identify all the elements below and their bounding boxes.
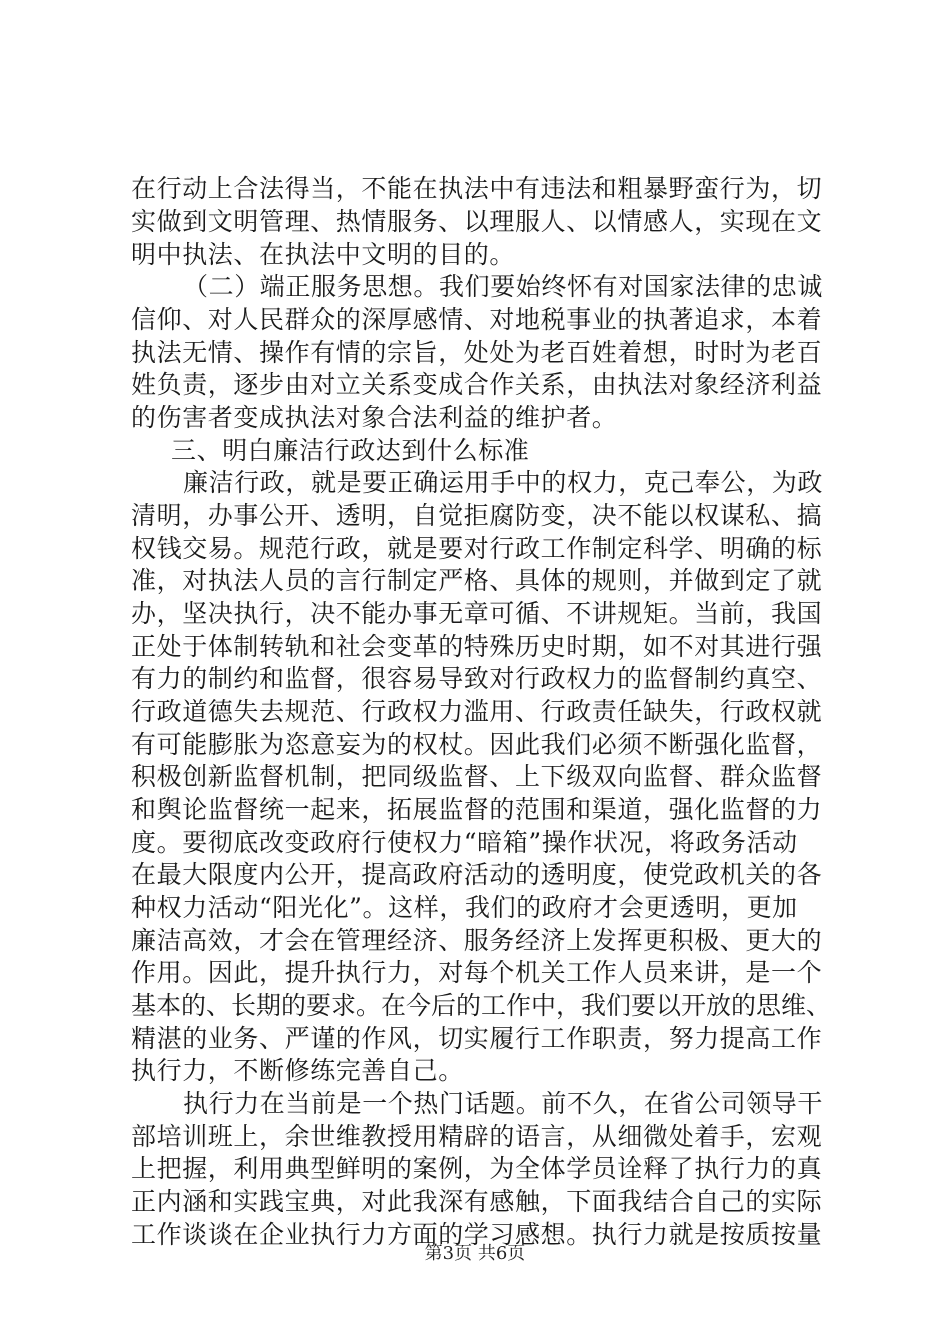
text-line: 精湛的业务、严谨的作风，切实履行工作职责，努力提高工作 [131, 1024, 823, 1053]
page-number-footer: 第3页 共6页 [424, 1243, 526, 1264]
text-line: 的伤害者变成执法对象合法利益的维护者。 [131, 403, 618, 432]
text-line: 有可能膨胀为恣意妄为的权杖。因此我们必须不断强化监督， [131, 730, 823, 759]
paragraph-start: 执行力在当前是一个热门话题。前不久，在省公司领导干 [183, 1089, 824, 1118]
text-line: 信仰、对人民群众的深厚感情、对地税事业的执著追求，本着 [131, 305, 823, 334]
text-line: 实做到文明管理、热情服务、以理服人、以情感人，实现在文 [131, 207, 823, 236]
text-line: 在最大限度内公开，提高政府活动的透明度，使党政机关的各 [131, 860, 823, 889]
text-line: 上把握，利用典型鲜明的案例，为全体学员诠释了执行力的真 [131, 1154, 823, 1183]
text-line: 执行力，不断修练完善自己。 [131, 1056, 464, 1085]
text-line: 正处于体制转轨和社会变革的特殊历史时期，如不对其进行强 [131, 632, 823, 661]
text-line: 办，坚决执行，决不能办事无章可循、不讲规矩。当前，我国 [131, 599, 823, 628]
text-line: 种权力活动“阳光化”。这样，我们的政府才会更透明，更加 [131, 893, 798, 922]
text-line: 和舆论监督统一起来，拓展监督的范围和渠道，强化监督的力 [131, 795, 823, 824]
text-line: 有力的制约和监督，很容易导致对行政权力的监督制约真空、 [131, 664, 823, 693]
paragraph-start: 廉洁行政，就是要正确运用手中的权力，克己奉公，为政 [183, 468, 824, 497]
section-heading-3: 三、明白廉洁行政达到什么标准 [171, 436, 530, 465]
text-line: 权钱交易。规范行政，就是要对行政工作制定科学、明确的标 [131, 534, 823, 563]
text-line: 明中执法、在执法中文明的目的。 [131, 240, 516, 269]
section-heading-2: （二）端正服务思想。我们要始终怀有对国家法律的忠诚 [183, 272, 824, 301]
text-line: 准，对执法人员的言行制定严格、具体的规则，并做到定了就 [131, 566, 823, 595]
text-line: 积极创新监督机制，把同级监督、上下级双向监督、群众监督 [131, 762, 823, 791]
text-line: 执法无情、操作有情的宗旨，处处为老百姓着想，时时为老百 [131, 338, 823, 367]
text-line: 姓负责，逐步由对立关系变成合作关系，由执法对象经济利益 [131, 370, 823, 399]
text-line: 行政道德失去规范、行政权力滥用、行政责任缺失，行政权就 [131, 697, 823, 726]
text-line: 在行动上合法得当，不能在执法中有违法和粗暴野蛮行为，切 [131, 174, 823, 203]
text-line: 部培训班上，余世维教授用精辟的语言，从细微处着手，宏观 [131, 1122, 823, 1151]
text-line: 正内涵和实践宝典，对此我深有感触，下面我结合自己的实际 [131, 1187, 823, 1216]
text-line: 作用。因此，提升执行力，对每个机关工作人员来讲，是一个 [131, 958, 823, 987]
text-line: 廉洁高效，才会在管理经济、服务经济上发挥更积极、更大的 [131, 926, 823, 955]
text-line: 度。要彻底改变政府行使权力“暗箱”操作状况，将政务活动 [131, 828, 798, 857]
text-line: 工作谈谈在企业执行力方面的学习感想。执行力就是按质按量 [131, 1220, 823, 1249]
text-line: 基本的、长期的要求。在今后的工作中，我们要以开放的思维、 [131, 991, 832, 1020]
text-line: 清明，办事公开、透明，自觉拒腐防变，决不能以权谋私、搞 [131, 501, 823, 530]
